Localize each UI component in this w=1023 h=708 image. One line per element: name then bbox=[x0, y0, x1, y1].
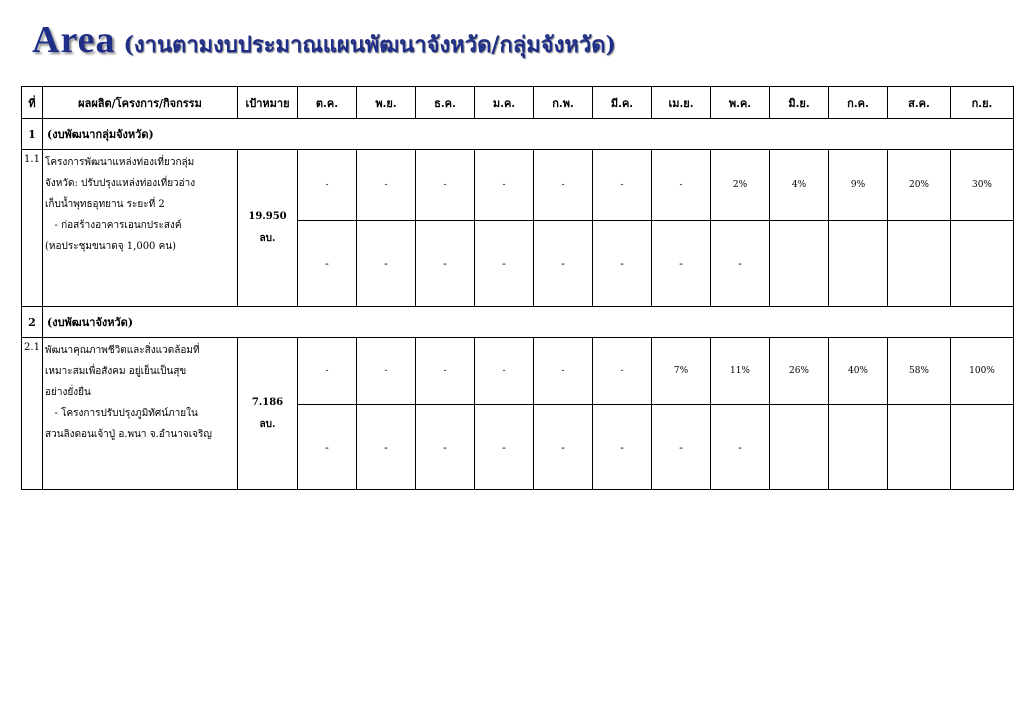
result-cell: - bbox=[652, 221, 711, 307]
section-row bbox=[22, 307, 1014, 338]
desc-line: อย่างยั่งยืน bbox=[45, 387, 91, 398]
result-cell: - bbox=[534, 221, 593, 307]
title-subtitle: (งานตามงบประมาณแผนพัฒนาจังหวัด/กลุ่มจังหวัด) bbox=[123, 32, 616, 58]
header-cell: มิ.ย. bbox=[770, 87, 829, 119]
result-cell bbox=[829, 405, 888, 490]
plan-row bbox=[22, 150, 1014, 221]
result-cell bbox=[829, 221, 888, 307]
header-cell: ที่ bbox=[22, 87, 43, 119]
result-cell: - bbox=[593, 221, 652, 307]
result-cell: - bbox=[357, 405, 416, 490]
plan-cell: - bbox=[357, 338, 416, 405]
result-cell: - bbox=[593, 405, 652, 490]
item-description bbox=[43, 338, 238, 490]
result-cell bbox=[770, 221, 829, 307]
header-cell: ก.ย. bbox=[951, 87, 1014, 119]
result-cell: - bbox=[416, 221, 475, 307]
header-cell: พ.ค. bbox=[711, 87, 770, 119]
result-cell: - bbox=[534, 405, 593, 490]
section-number: 1 bbox=[22, 119, 43, 150]
header-cell: ส.ค. bbox=[888, 87, 951, 119]
result-cell: - bbox=[357, 221, 416, 307]
plan-cell: - bbox=[298, 338, 357, 405]
header-cell: เม.ย. bbox=[652, 87, 711, 119]
plan-cell: - bbox=[475, 338, 534, 405]
header-cell: ก.พ. bbox=[534, 87, 593, 119]
plan-cell: 7% bbox=[652, 338, 711, 405]
page-title bbox=[32, 18, 616, 68]
desc-line: - ก่อสร้างอาคารเอนกประสงค์ bbox=[45, 220, 182, 231]
result-cell: - bbox=[711, 405, 770, 490]
header-cell: มี.ค. bbox=[593, 87, 652, 119]
plan-cell: - bbox=[652, 150, 711, 221]
section-row bbox=[22, 119, 1014, 150]
title-area: Area bbox=[32, 19, 116, 61]
result-cell bbox=[951, 405, 1014, 490]
desc-line: โครงการพัฒนาแหล่งท่องเที่ยวกลุ่ม bbox=[45, 157, 195, 168]
result-cell: - bbox=[475, 221, 534, 307]
header-cell: เป้าหมาย bbox=[238, 87, 298, 119]
section-number: 2 bbox=[22, 307, 43, 338]
plan-cell: - bbox=[534, 150, 593, 221]
plan-row bbox=[22, 338, 1014, 405]
result-cell: - bbox=[416, 405, 475, 490]
target-unit: ลบ. bbox=[259, 233, 276, 244]
plan-cell: - bbox=[534, 338, 593, 405]
plan-cell: - bbox=[416, 338, 475, 405]
desc-line: (หอประชุมขนาดจุ 1,000 คน) bbox=[45, 241, 177, 252]
plan-cell: 58% bbox=[888, 338, 951, 405]
section-title: (งบพัฒนาจังหวัด) bbox=[43, 307, 1014, 338]
plan-cell: - bbox=[416, 150, 475, 221]
plan-cell: - bbox=[593, 338, 652, 405]
desc-line: สวนลิงดอนเจ้าปู่ อ.พนา จ.อำนาจเจริญ bbox=[45, 429, 212, 440]
header-row bbox=[22, 87, 1014, 119]
item-number: 2.1 bbox=[22, 338, 43, 490]
plan-cell: - bbox=[593, 150, 652, 221]
header-cell: ธ.ค. bbox=[416, 87, 475, 119]
target-unit: ลบ. bbox=[259, 418, 276, 430]
plan-cell: 100% bbox=[951, 338, 1014, 405]
plan-cell: 9% bbox=[829, 150, 888, 221]
plan-cell: - bbox=[475, 150, 534, 221]
result-cell bbox=[770, 405, 829, 490]
plan-table bbox=[21, 86, 1014, 490]
header-cell: พ.ย. bbox=[357, 87, 416, 119]
target-value: 19.950 bbox=[248, 211, 287, 222]
header-cell: ก.ค. bbox=[829, 87, 888, 119]
header-cell: ผลผลิต/โครงการ/กิจกรรม bbox=[43, 87, 238, 119]
item-description bbox=[43, 150, 238, 307]
result-cell: - bbox=[652, 405, 711, 490]
desc-line: พัฒนาคุณภาพชีวิตและสิ่งแวดล้อมที่ bbox=[45, 345, 200, 356]
result-cell: - bbox=[711, 221, 770, 307]
result-cell: - bbox=[475, 405, 534, 490]
result-cell bbox=[888, 405, 951, 490]
header-cell: ม.ค. bbox=[475, 87, 534, 119]
plan-cell: - bbox=[298, 150, 357, 221]
desc-line: จังหวัด: ปรับปรุงแหล่งท่องเที่ยวอ่าง bbox=[45, 178, 196, 189]
desc-line: เหมาะสมเพื่อสังคม อยู่เย็นเป็นสุข bbox=[45, 366, 187, 377]
plan-cell: 40% bbox=[829, 338, 888, 405]
plan-cell: 30% bbox=[951, 150, 1014, 221]
header-cell: ต.ค. bbox=[298, 87, 357, 119]
desc-line: เก็บน้ำพุทธอุทยาน ระยะที่ 2 bbox=[45, 199, 165, 210]
desc-line: - โครงการปรับปรุงภูมิทัศน์ภายใน bbox=[45, 408, 198, 419]
section-title: (งบพัฒนากลุ่มจังหวัด) bbox=[43, 119, 1014, 150]
plan-cell: 2% bbox=[711, 150, 770, 221]
plan-cell: 11% bbox=[711, 338, 770, 405]
plan-cell: 26% bbox=[770, 338, 829, 405]
item-target bbox=[238, 338, 298, 490]
plan-cell: 20% bbox=[888, 150, 951, 221]
target-value: 7.186 bbox=[251, 396, 284, 408]
plan-cell: 4% bbox=[770, 150, 829, 221]
plan-cell: - bbox=[357, 150, 416, 221]
result-cell bbox=[888, 221, 951, 307]
item-target bbox=[238, 150, 298, 307]
result-cell bbox=[951, 221, 1014, 307]
item-number: 1.1 bbox=[22, 150, 43, 307]
result-cell: - bbox=[298, 405, 357, 490]
result-cell: - bbox=[298, 221, 357, 307]
